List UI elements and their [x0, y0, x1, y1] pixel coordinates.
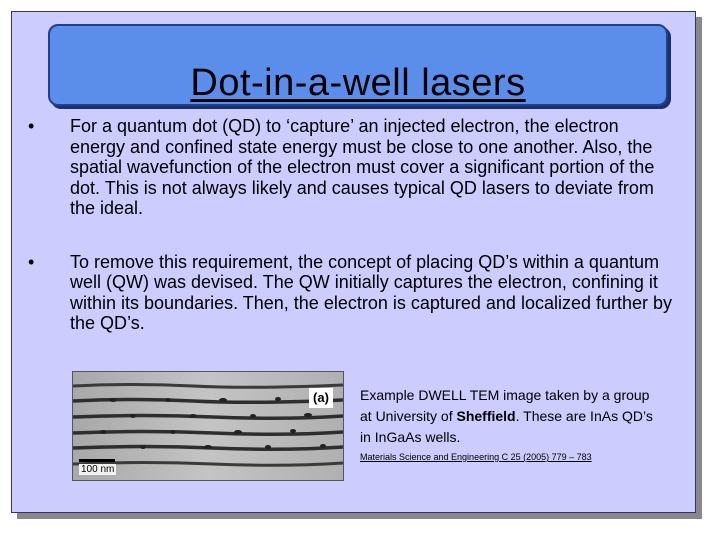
bullet-item [28, 252, 678, 334]
tem-image [72, 371, 344, 481]
figure-caption [360, 385, 660, 448]
bullet-symbol: • [28, 116, 35, 136]
scale-bar-line [79, 459, 115, 462]
scale-bar-label: 100 nm [81, 464, 115, 475]
slide-title: Dot-in-a-well lasers [190, 62, 526, 104]
reference-link[interactable]: Materials Science and Engineering C 25 (2005) 779 – 783 [360, 452, 592, 462]
panel-label: (a) [309, 388, 333, 408]
bullet-item [28, 116, 678, 219]
bullet-text: For a quantum dot (QD) to ‘capture’ an injected electron, the electron energy and confined state energy must be close to one another. Also, the spatial wavefunction of the electron must cover a significant portion of the dot. This is not always likely and causes typical QD lasers to deviate from the ideal. [70, 116, 655, 218]
bullet-symbol: • [28, 251, 35, 272]
caption-text-end: . These are InAs QD’s in InGaAs wells. [360, 408, 653, 445]
bullet-text: To remove this requirement, the concept of placing QD’s within a quantum well (QW) was devised. The QW initially captures the electron, confining it within its boundaries. Then, the electron is captured and localized further by the QD’s. [70, 251, 673, 333]
bullet-list [28, 116, 678, 334]
caption-emphasis: Sheffield [456, 408, 516, 424]
title-banner [48, 24, 668, 106]
caption-text: Example DWELL TEM image taken by a group at University of [360, 387, 650, 424]
